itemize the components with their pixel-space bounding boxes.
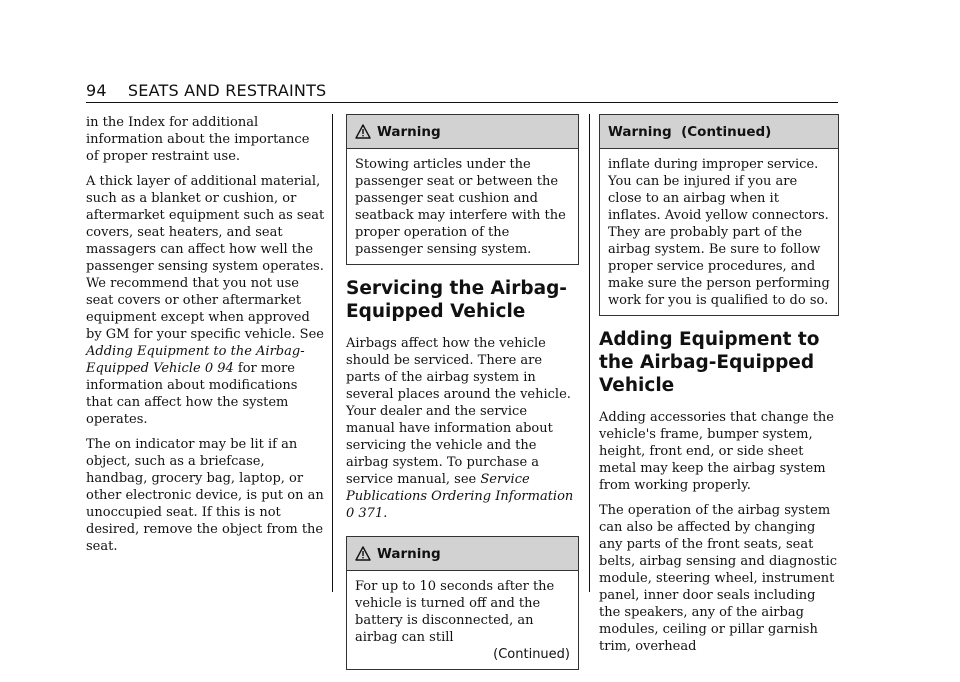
column-1 [86,114,326,563]
warning-title: Warning [377,123,441,140]
warning-title: Warning (Continued) [608,123,772,140]
column-divider [332,114,333,592]
column-3 [599,114,839,663]
paragraph: The on indicator may be lit if an object, such as a briefcase, handbag, grocery bag, laptop, or other electronic device, is put on an unoccupied seat. If this is not desired, remove the object from the seat. [86,437,324,554]
column-2 [346,114,579,682]
paragraph [86,173,326,428]
section-name: SEATS AND RESTRAINTS [127,81,327,100]
paragraph: in the Index for additional information about the importance of proper restraint use. [86,115,310,164]
warning-header [347,537,578,571]
warning-header [600,115,838,149]
warning-title: Warning [377,545,441,562]
column-divider [589,114,590,592]
page-reference[interactable]: 0 371 [346,506,384,521]
cross-reference-link[interactable]: Adding Equipment to the Airbag-Equipped Vehicle [86,344,305,376]
warning-text: inflate during improper service. You can be injured if you are close to an airbag when it inflates. Avoid yellow connectors. They are probably part of the airbag system. Be sure to follow proper service procedures, and make sure the person performing work for you is qualified to do so. [608,157,830,308]
paragraph [346,335,579,522]
page-reference[interactable]: 0 94 [204,361,234,376]
section-title: Adding Equipment to the Airbag-Equipped Vehicle [599,329,820,396]
warning-box [346,536,579,670]
paragraph: The operation of the airbag system can also be affected by changing any parts of the front seats, seat belts, airbag sensing and diagnostic module, steering wheel, instrument panel, inner door seals including the speakers, any of the airbag modules, ceiling or pillar garnish trim, overhead [599,503,838,654]
cross-reference-link[interactable]: Service Publications Ordering Information [346,472,574,504]
warning-text: Stowing articles under the passenger seat or between the passenger seat cushion and seatback may interfere with the proper operation of the passenger sensing system. [355,157,566,257]
warning-box [599,114,839,316]
warning-box [346,114,579,265]
paragraph-text: Airbags affect how the vehicle should be serviced. There are parts of the airbag system in several places around the vehicle. Your dealer and the service manual have information about servicing the vehicle and the airbag system. To purchase a service manual, see [346,336,571,487]
warning-triangle-icon [355,546,371,561]
section-title: Servicing the Airbag-Equipped Vehicle [346,278,567,322]
page-header [86,81,326,100]
header-rule [86,102,838,103]
continued-label: (Continued) [493,647,570,662]
paragraph-text: . [383,506,388,521]
paragraph-text: for more information about modifications that can affect how the system operates. [86,361,298,427]
warning-triangle-icon [355,124,371,139]
paragraph-text: A thick layer of additional material, such as a blanket or cushion, or aftermarket equipment such as seat covers, seat heaters, and seat massagers can affect how well the passenger sensing system operates. We recommend that you not use seat covers or other aftermarket equipment except when approved by GM for your specific vehicle. See [86,174,325,342]
page-number: 94 [86,81,107,100]
warning-text: For up to 10 seconds after the vehicle is turned off and the battery is disconnected, an airbag can still [355,579,555,645]
paragraph: Adding accessories that change the vehicle's frame, bumper system, height, front end, or side sheet metal may keep the airbag system from working properly. [599,410,834,493]
warning-header [347,115,578,149]
